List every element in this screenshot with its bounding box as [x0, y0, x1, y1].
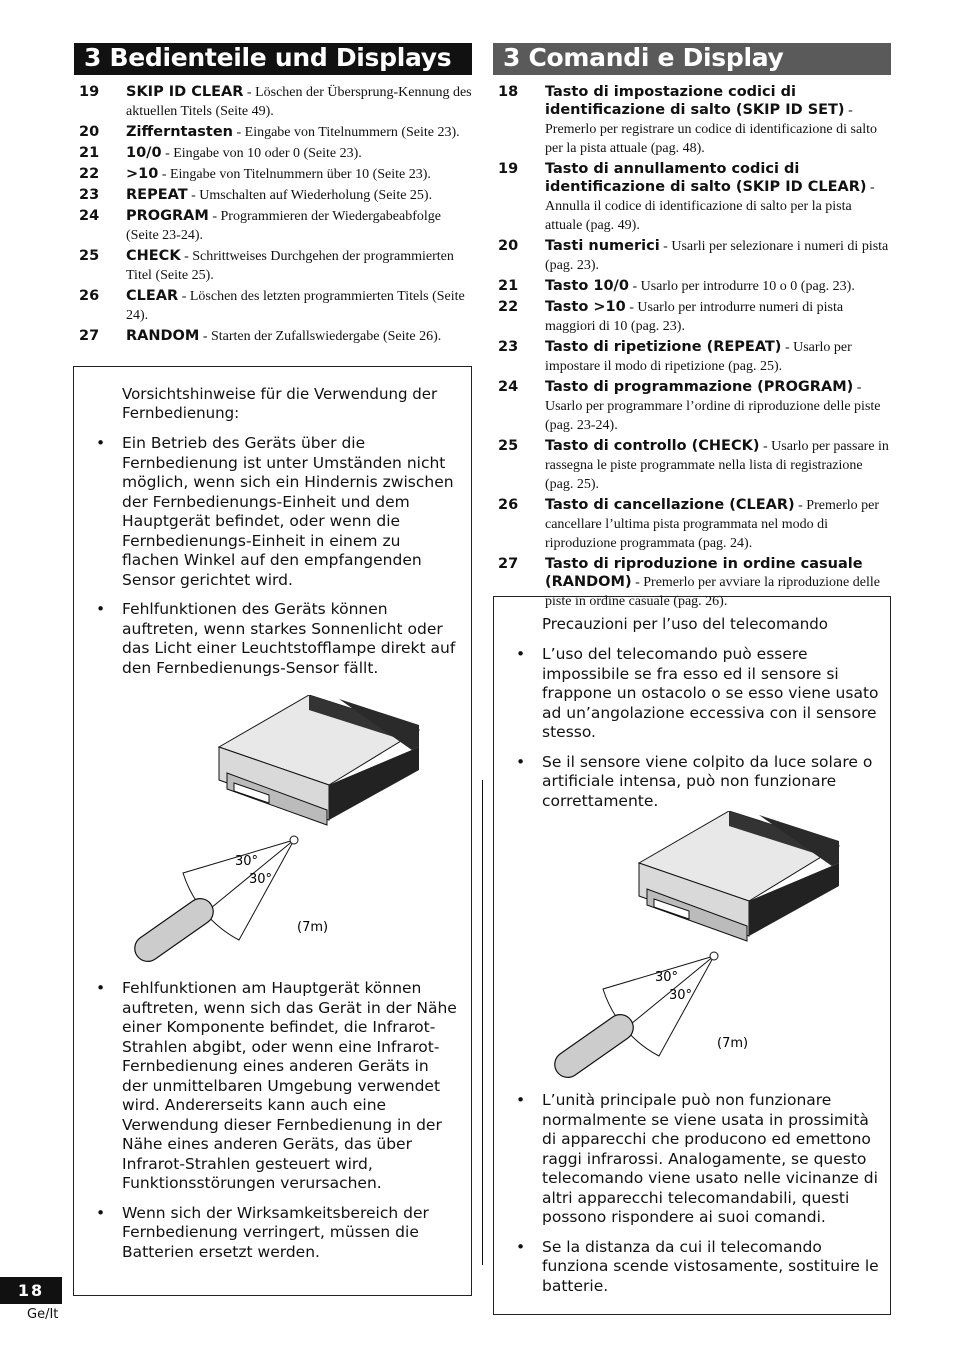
italian-column [493, 43, 891, 613]
item-number: 27 [498, 556, 519, 572]
control-item [493, 378, 891, 435]
control-item [74, 287, 472, 325]
caution-heading-it: Precauzioni per l’uso del telecomando [542, 615, 828, 633]
item-number: 23 [79, 187, 100, 203]
item-name: Tasto di controllo (CHECK) [545, 438, 760, 454]
item-description: - Premerlo per avviare la riproduzione delle piste in ordine casuale (pag. 26). [545, 575, 880, 609]
caution-list-top-de [74, 434, 459, 688]
item-number: 18 [498, 84, 519, 100]
distance-label: (7m) [297, 920, 329, 935]
item-description: - Starten der Zufallswiedergabe (Seite 26). [199, 329, 442, 344]
language-code: Ge/It [27, 1307, 59, 1322]
caution-list-top-it [494, 645, 879, 821]
caution-bullet: • Fehlfunktionen des Geräts können auftreten, wenn starkes Sonnenlicht oder das Licht einer Leuchtstofflampe direkt auf den Fernbedienungs-Sensor fällt. [96, 600, 456, 677]
item-number: 27 [79, 328, 100, 344]
remote-range-diagram-de [119, 695, 429, 965]
item-description: - Usarlo per passare in rassegna le piste programmate nella lista di registrazione (pag. 25). [545, 439, 889, 492]
item-description: - Usarlo per impostare il modo di ripetizione (pag. 25). [545, 340, 852, 374]
item-name: Tasto 10/0 [545, 278, 629, 294]
angle-label: 30° [655, 970, 679, 985]
item-name: Zifferntasten [126, 124, 233, 140]
item-description: - Annulla il codice di identificazione di salto per la pista attuale (pag. 49). [545, 180, 875, 233]
angle-label: 30° [235, 854, 259, 869]
item-number: 26 [79, 288, 100, 304]
caution-box-de [73, 366, 472, 1296]
item-name: PROGRAM [126, 208, 209, 224]
item-number: 23 [498, 339, 519, 355]
item-description: - Premerlo per registrare un codice di identificazione di salto per la pista attuale (pag. 48). [545, 103, 877, 156]
item-name: 10/0 [126, 145, 162, 161]
item-name: Tasto di annullamento codici di identificazione di salto (SKIP ID CLEAR) [545, 161, 867, 195]
item-description: - Löschen der Übersprung-Kennung des aktuellen Titels (Seite 49). [126, 85, 472, 119]
item-name: Tasto >10 [545, 299, 626, 315]
item-number: 20 [498, 238, 519, 254]
item-name: Tasti numerici [545, 238, 660, 254]
caution-bullet: • L’uso del telecomando può essere impossibile se fra esso ed il sensore si frappone un ostacolo o se esso viene usato ad un’angolazione eccessiva con il sensore stesso. [516, 645, 879, 741]
page-number: 18 [0, 1277, 62, 1304]
caution-bullet: • Wenn sich der Wirksamkeitsbereich der Fernbedienung verringert, müssen die Batterien ersetzt werden. [96, 1203, 429, 1261]
caution-box-it [493, 596, 891, 1315]
item-description: - Umschalten auf Wiederholung (Seite 25). [187, 188, 433, 203]
item-name: Tasto di impostazione codici di identificazione di salto (SKIP ID SET) [545, 84, 845, 118]
item-name: Tasto di programmazione (PROGRAM) [545, 379, 854, 395]
control-item [74, 247, 472, 285]
german-column [74, 43, 472, 348]
control-item [493, 437, 891, 494]
caution-heading-de: Vorsichtshinweise für die Verwendung der Fernbedienung: [122, 385, 438, 422]
item-number: 22 [498, 299, 519, 315]
item-description: - Usarlo per introdurre 10 o 0 (pag. 23). [628, 279, 855, 294]
caution-bullet: • Ein Betrieb des Geräts über die Fernbedienung ist unter Umständen nicht möglich, wenn sich ein Hindernis zwischen der Fernbedienungs-Einheit und dem Hauptgerät befindet, oder wenn die Fernbedienungs-Einheit in einem zu flachen Winkel auf den empfangenden Sensor gerichtet wird. [96, 434, 454, 589]
item-name: >10 [126, 166, 159, 182]
caution-bullet: • Se la distanza da cui il telecomando funziona scende vistosamente, sostituire le batterie. [516, 1237, 879, 1295]
angle-label: 30° [249, 872, 273, 887]
control-item [74, 123, 472, 142]
caution-list-bottom-it [494, 1091, 879, 1306]
section-title-de: 3 Bedienteile und Displays [74, 43, 472, 75]
item-name: CLEAR [126, 288, 179, 304]
item-number: 25 [498, 438, 519, 454]
item-description: - Usarli per selezionare i numeri di pista (pag. 23). [545, 239, 889, 273]
control-item [493, 83, 891, 158]
item-name: RANDOM [126, 328, 200, 344]
item-number: 25 [79, 248, 100, 264]
item-number: 20 [79, 124, 100, 140]
item-description: - Schrittweises Durchgehen der programmierten Titel (Seite 25). [126, 249, 454, 283]
column-divider [482, 780, 483, 1265]
item-name: REPEAT [126, 187, 188, 203]
item-description: - Löschen des letzten programmierten Titels (Seite 24). [126, 289, 465, 323]
caution-bullet: • Se il sensore viene colpito da luce solare o artificiale intensa, può non funzionare correttamente. [516, 752, 873, 810]
item-name: Tasto di riproduzione in ordine casuale (RANDOM) [545, 556, 863, 590]
item-description: - Premerlo per cancellare l’ultima pista programmata nel modo di riproduzione programmata (pag. 24). [545, 498, 879, 551]
distance-label: (7m) [717, 1036, 749, 1051]
control-item [74, 186, 472, 205]
item-name: Tasto di ripetizione (REPEAT) [545, 339, 782, 355]
item-list-it [493, 83, 891, 611]
control-item [493, 496, 891, 553]
caution-list-bottom-de [74, 979, 459, 1272]
item-name: CHECK [126, 248, 181, 264]
caution-bullet: • L’unità principale può non funzionare normalmente se viene usata in prossimità di apparecchi che producono ed emettono raggi infrarossi. Analogamente, se questo telecomando viene usato nelle vicinanze di altri apparecchi telecomandabili, questi possono rispondere ai suoi comandi. [516, 1091, 878, 1226]
control-item [74, 207, 472, 245]
item-description: - Usarlo per introdurre numeri di pista maggiori di 10 (pag. 23). [545, 300, 844, 334]
item-number: 22 [79, 166, 100, 182]
control-item [493, 338, 891, 376]
item-number: 21 [79, 145, 100, 161]
control-item [493, 277, 891, 296]
control-item [493, 160, 891, 235]
item-number: 19 [79, 84, 100, 100]
item-description: - Usarlo per programmare l’ordine di riproduzione delle piste (pag. 23-24). [545, 380, 881, 433]
control-item [493, 237, 891, 275]
caution-bullet: • Fehlfunktionen am Hauptgerät können auftreten, wenn sich das Gerät in der Nähe einer Komponente befindet, die Infrarot-Strahlen abgibt, oder wenn eine Infrarot-Fernbedienung eines anderen Geräts in der unmittelbaren Umgebung verwendet wird. Andererseits kann auch eine Verwendung dieser Fernbedienung in der Nähe eines anderen Geräts, das über Infrarot-Strahlen gesteuert wird, Funktionsstörungen verursachen. [96, 979, 457, 1192]
item-number: 24 [79, 208, 100, 224]
control-item [493, 298, 891, 336]
section-title-it: 3 Comandi e Display [493, 43, 891, 75]
item-description: - Programmieren der Wiedergabeabfolge (Seite 23-24). [126, 209, 441, 243]
control-item [74, 165, 472, 184]
control-item [74, 83, 472, 121]
remote-range-diagram-it [539, 811, 849, 1081]
item-name: Tasto di cancellazione (CLEAR) [545, 497, 795, 513]
item-number: 19 [498, 161, 519, 177]
item-description: - Eingabe von Titelnummern (Seite 23). [232, 125, 460, 140]
control-item [74, 327, 472, 346]
item-description: - Eingabe von Titelnummern über 10 (Seite 23). [158, 167, 431, 182]
angle-label: 30° [669, 988, 693, 1003]
item-number: 21 [498, 278, 519, 294]
item-name: SKIP ID CLEAR [126, 84, 244, 100]
item-number: 26 [498, 497, 519, 513]
item-number: 24 [498, 379, 519, 395]
item-description: - Eingabe von 10 oder 0 (Seite 23). [161, 146, 362, 161]
control-item [74, 144, 472, 163]
item-list-de [74, 83, 472, 346]
